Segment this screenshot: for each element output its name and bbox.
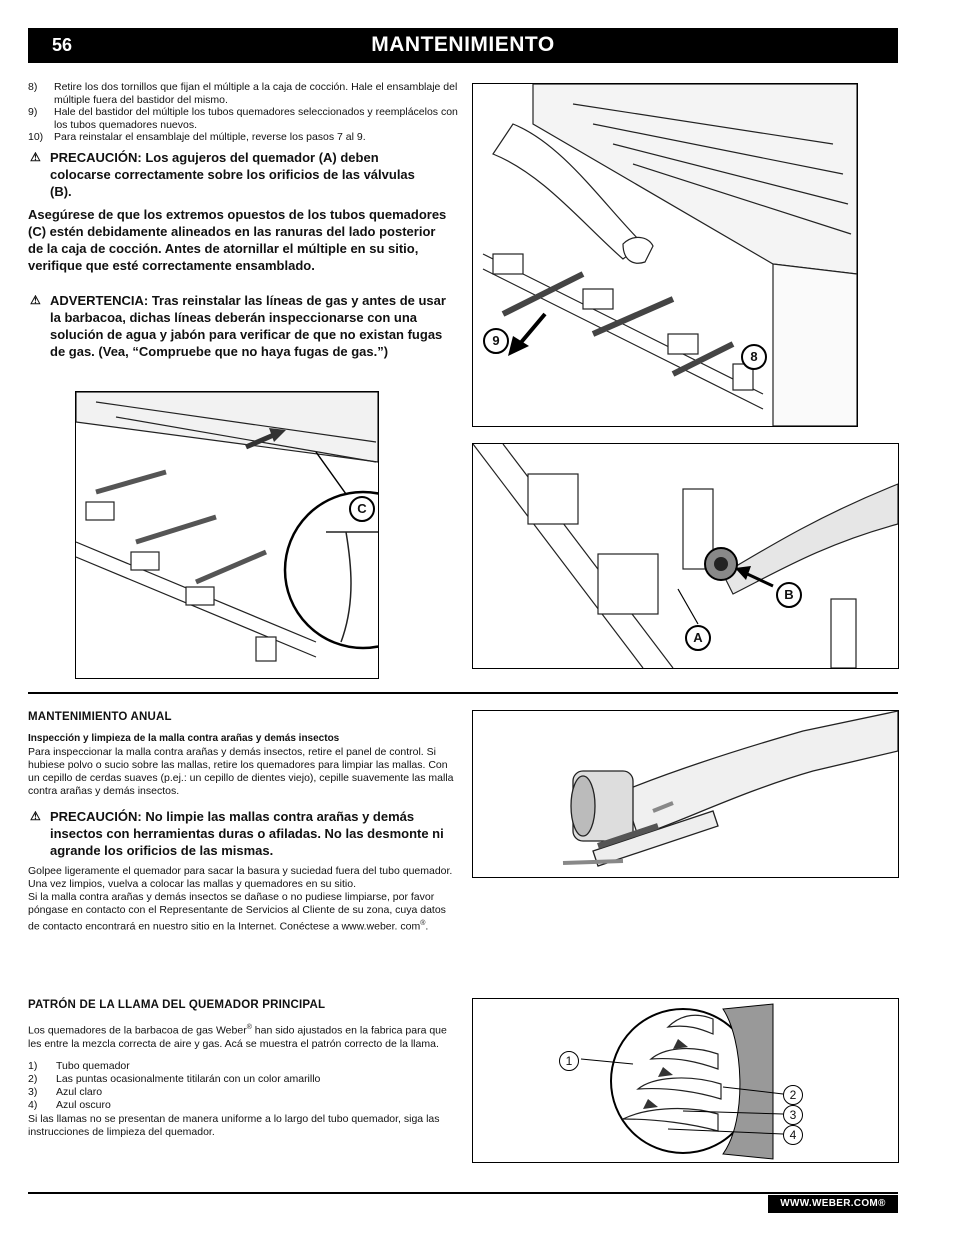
burner-valve-figure [472,443,899,669]
section-divider [28,692,898,694]
callout-3: 3 [783,1105,803,1125]
callout-8: 8 [741,344,767,370]
list-item: 8) Retire los dos tornillos que fijan el múltiple a la caja de cocción. Hale el ensamblaje del múltiple fuera del bastidor del mismo. [28,81,458,106]
steps-list [28,81,458,144]
callout-2: 2 [783,1085,803,1105]
warning-triangle-icon: ⚠ [30,809,41,823]
manifold-removal-figure [472,83,858,427]
list-item: 3) Azul claro [28,1086,103,1098]
warning-triangle-icon: ⚠ [30,293,41,307]
list-item: 10) Para reinstalar el ensamblaje del múltiple, reverse los pasos 7 al 9. [28,131,366,143]
list-item: 2) Las puntas ocasionalmente titilarán con un color amarillo [28,1073,321,1085]
flame-pattern-heading: PATRÓN DE LA LLAMA DEL QUEMADOR PRINCIPAL [28,999,326,1011]
warning-gas-leak: ⚠ ADVERTENCIA: Tras reinstalar las líneas de gas y antes de usar la barbacoa, dichas líneas deberán inspeccionarse con una solución de agua y jabón para verificar de que no existan fugas de gas. (Vea, “Compruebe que no haya fugas de gas.”) [30,293,446,359]
page-title: MANTENIMIENTO [371,33,555,56]
callout-9: 9 [483,328,509,354]
callout-b: B [776,582,802,608]
brush-cleaning-illustration [473,711,898,877]
manifold-illustration [473,84,857,426]
spider-screen-cleaning-figure [472,710,899,878]
callout-1: 1 [559,1051,579,1071]
callout-c: C [349,496,375,522]
burner-slot-illustration [76,392,378,678]
flame-intro-paragraph: Los quemadores de la barbacoa de gas Weber® han sido ajustados en la fabrica para que les entre la mezcla correcta de aire y gas. Acá se muestra el patrón correcto de la llama. [28,1024,447,1050]
footer-rule [28,1192,898,1194]
callout-a: A [685,625,711,651]
spider-screen-paragraph: Para inspeccionar la malla contra arañas y demás insectos, retire el panel de control. Si hubiese polvo o sucio sobre las mallas, retire los quemadores para limpiar las mallas. Con un cepillo de cerdas suaves (p.ej.: un cepillo de dientes viejo), cepille suavemente las malla contra arañas y demás insectos. [28,746,454,797]
flame-pattern-figure [472,998,899,1163]
page-number: 56 [52,35,73,55]
tap-burner-paragraph: Golpee ligeramente el quemador para sacar la basura y suciedad fuera del tubo quemador. Una vez limpios, vuelva a colocar las mallas y quemadores en su sitio. [28,865,453,890]
flame-illustration [473,999,898,1162]
warning-triangle-icon: ⚠ [30,150,41,164]
list-item: 1) Tubo quemador [28,1060,130,1072]
callout-4: 4 [783,1125,803,1145]
flame-note-paragraph: Si las llamas no se presentan de manera uniforme a lo largo del tubo quemador, siga las instrucciones de limpieza del quemador. [28,1113,440,1138]
flame-parts-list [28,1060,450,1112]
ensure-alignment-text: Asegúrese de que los extremos opuestos de los tubos quemadores (C) estén debidamente alineados en las ranuras del lado posterior de la caja de cocción. Antes de atornillar el múltiple en su sitio, verifique que esté correctamente ensamblado. [28,207,447,273]
burner-slot-figure [75,391,379,679]
annual-maintenance-heading: MANTENIMIENTO ANUAL [28,711,172,723]
contact-service-paragraph: Si la malla contra arañas y demás insectos se dañase o no pudiese limpiarse, por favor póngase en contacto con el Representante de Servicios al Cliente de su zona, cuya datos de contacto encontrará en nuestro sitio en la Internet. Conéctese a www.weber. com®. [28,891,446,933]
list-item: 9) Hale del bastidor del múltiple los tubos quemadores seleccionados y reemplácelos con los tubos quemadores nuevos. [28,106,458,131]
caution-spider-screen: ⚠ PRECAUCIÓN: No limpie las mallas contra arañas y demás insectos con herramientas duras o afiladas. No las desmonte ni agrande los orificios de las mismas. [30,809,444,858]
page-header [28,28,898,63]
spider-screen-subheading: Inspección y limpieza de la malla contra arañas y demás insectos [28,733,340,744]
caution-burner-holes: ⚠ PRECAUCIÓN: Los agujeros del quemador (A) deben colocarse correctamente sobre los orificios de las válvulas (B). [30,150,415,199]
footer-url: WWW.WEBER.COM® [768,1195,898,1213]
list-item: 4) Azul oscuro [28,1099,111,1111]
